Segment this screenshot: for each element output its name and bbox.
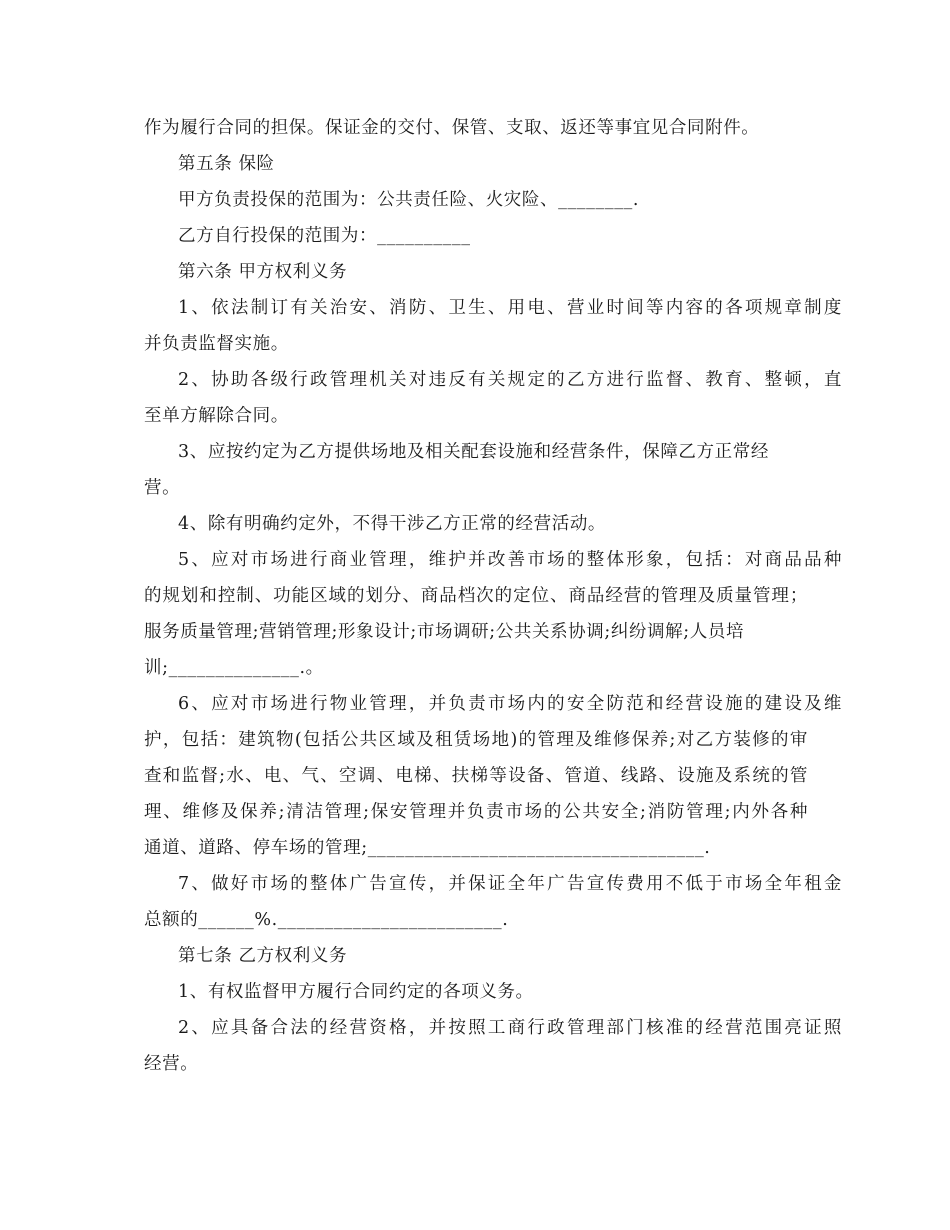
body-line: 理、维修及保养;清洁管理;保安管理并负责市场的公共安全;消防管理;内外各种 bbox=[144, 802, 808, 822]
section-heading: 第六条 甲方权利义务 bbox=[178, 262, 348, 282]
body-line: 4、除有明确约定外，不得干涉乙方正常的经营活动。 bbox=[178, 514, 607, 534]
body-line: 营。 bbox=[144, 478, 181, 498]
document-page bbox=[144, 110, 842, 1082]
body-line: 1、依法制订有关治安、消防、卫生、用电、营业时间等内容的各项规章制度 bbox=[178, 298, 842, 318]
body-line: 的规划和控制、功能区域的划分、商品档次的定位、商品经营的管理及质量管理； bbox=[144, 586, 808, 606]
body-line: 5、应对市场进行商业管理，维护并改善市场的整体形象，包括：对商品品种 bbox=[178, 550, 842, 570]
body-line: 查和监督;水、电、气、空调、电梯、扶梯等设备、管道、线路、设施及系统的管 bbox=[144, 766, 808, 786]
body-line: 3、应按约定为乙方提供场地及相关配套设施和经营条件，保障乙方正常经 bbox=[178, 442, 769, 462]
body-line: 7、做好市场的整体广告宣传，并保证全年广告宣传费用不低于市场全年租金 bbox=[178, 874, 842, 894]
body-line: 总额的______%.________________________. bbox=[144, 910, 509, 930]
body-line: 6、应对市场进行物业管理，并负责市场内的安全防范和经营设施的建设及维 bbox=[178, 694, 842, 714]
body-line: 2、协助各级行政管理机关对违反有关规定的乙方进行监督、教育、整顿，直 bbox=[178, 370, 842, 390]
body-line: 服务质量管理;营销管理;形象设计;市场调研;公共关系协调;纠纷调解;人员培 bbox=[144, 622, 745, 642]
body-line: 并负责监督实施。 bbox=[144, 334, 289, 354]
body-line: 经营。 bbox=[144, 1054, 199, 1074]
section-heading: 第五条 保险 bbox=[178, 154, 275, 174]
body-line: 甲方负责投保的范围为：公共责任险、火灾险、________. bbox=[178, 190, 640, 210]
body-line: 护，包括：建筑物(包括公共区域及租赁场地)的管理及维修保养;对乙方装修的审 bbox=[144, 730, 808, 750]
body-line: 通道、道路、停车场的管理;____________________________________. bbox=[144, 838, 711, 858]
body-line: 训;______________.。 bbox=[144, 658, 324, 678]
body-line: 2、应具备合法的经营资格，并按照工商行政管理部门核准的经营范围亮证照 bbox=[178, 1018, 842, 1038]
section-heading: 第七条 乙方权利义务 bbox=[178, 946, 348, 966]
body-line: 乙方自行投保的范围为：__________ bbox=[178, 226, 471, 246]
body-line: 1、有权监督甲方履行合同约定的各项义务。 bbox=[178, 982, 534, 1002]
body-line: 作为履行合同的担保。保证金的交付、保管、支取、返还等事宜见合同附件。 bbox=[144, 118, 760, 138]
body-line: 至单方解除合同。 bbox=[144, 406, 289, 426]
